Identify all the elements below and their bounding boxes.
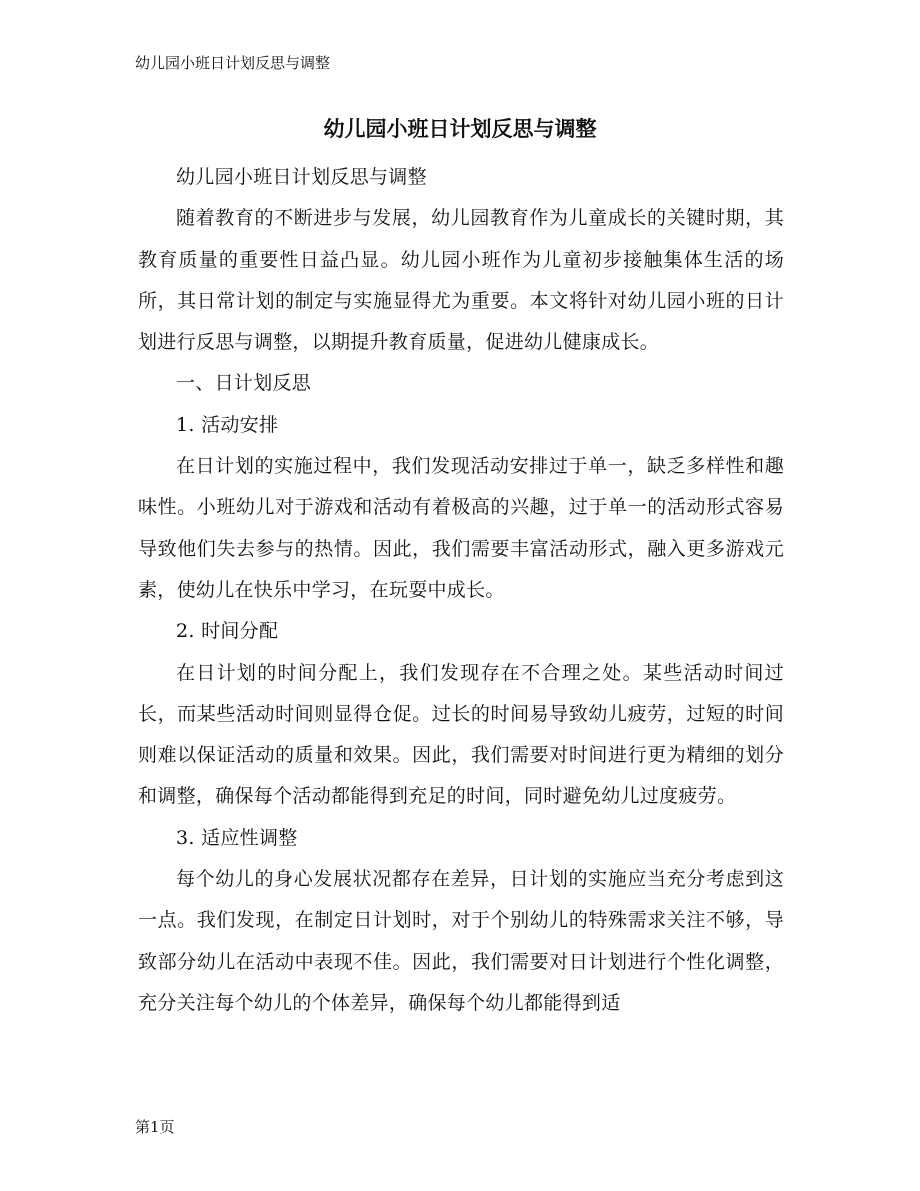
body-paragraph-intro: 随着教育的不断进步与发展，幼儿园教育作为儿童成长的关键时期，其教育质量的重要性日益凸显。幼儿园小班作为儿童初步接触集体生活的场所，其日常计划的制定与实施显得尤为重要。本文将针对幼儿园小班的日计划进行反思与调整，以期提升教育质量，促进幼儿健康成长。 <box>138 207 784 354</box>
subsection-heading-time: 2. 时间分配 <box>176 620 279 643</box>
body-paragraph-subtitle: 幼儿园小班日计划反思与调整 <box>176 166 427 188</box>
document-title: 幼儿园小班日计划反思与调整 <box>323 117 597 141</box>
document-body <box>138 157 784 1024</box>
body-paragraph-activity: 在日计划的实施过程中，我们发现活动安排过于单一，缺乏多样性和趣味性。小班幼儿对于游戏和活动有着极高的兴趣，过于单一的活动形式容易导致他们失去参与的热情。因此，我们需要丰富活动形式，融入更多游戏元素，使幼儿在快乐中学习，在玩耍中成长。 <box>138 455 784 601</box>
page-number: 第1页 <box>135 1118 175 1136</box>
subsection-heading-activity: 1. 活动安排 <box>176 413 279 436</box>
body-paragraph-time: 在日计划的时间分配上，我们发现存在不合理之处。某些活动时间过长，而某些活动时间则显得仓促。过长的时间易导致幼儿疲劳，过短的时间则难以保证活动的质量和效果。因此，我们需要对时间进行更为精细的划分和调整，确保每个活动都能得到充足的时间，同时避免幼儿过度疲劳。 <box>138 661 784 808</box>
section-heading-reflection: 一、日计划反思 <box>176 372 312 395</box>
page-header: 幼儿园小班日计划反思与调整 <box>135 54 331 72</box>
subsection-heading-adaptation: 3. 适应性调整 <box>176 826 298 849</box>
body-paragraph-adaptation: 每个幼儿的身心发展状况都存在差异，日计划的实施应当充分考虑到这一点。我们发现，在制定日计划时，对于个别幼儿的特殊需求关注不够，导致部分幼儿在活动中表现不佳。因此，我们需要对日计划进行个性化调整，充分关注每个幼儿的个体差异，确保每个幼儿都能得到适 <box>138 868 784 1014</box>
